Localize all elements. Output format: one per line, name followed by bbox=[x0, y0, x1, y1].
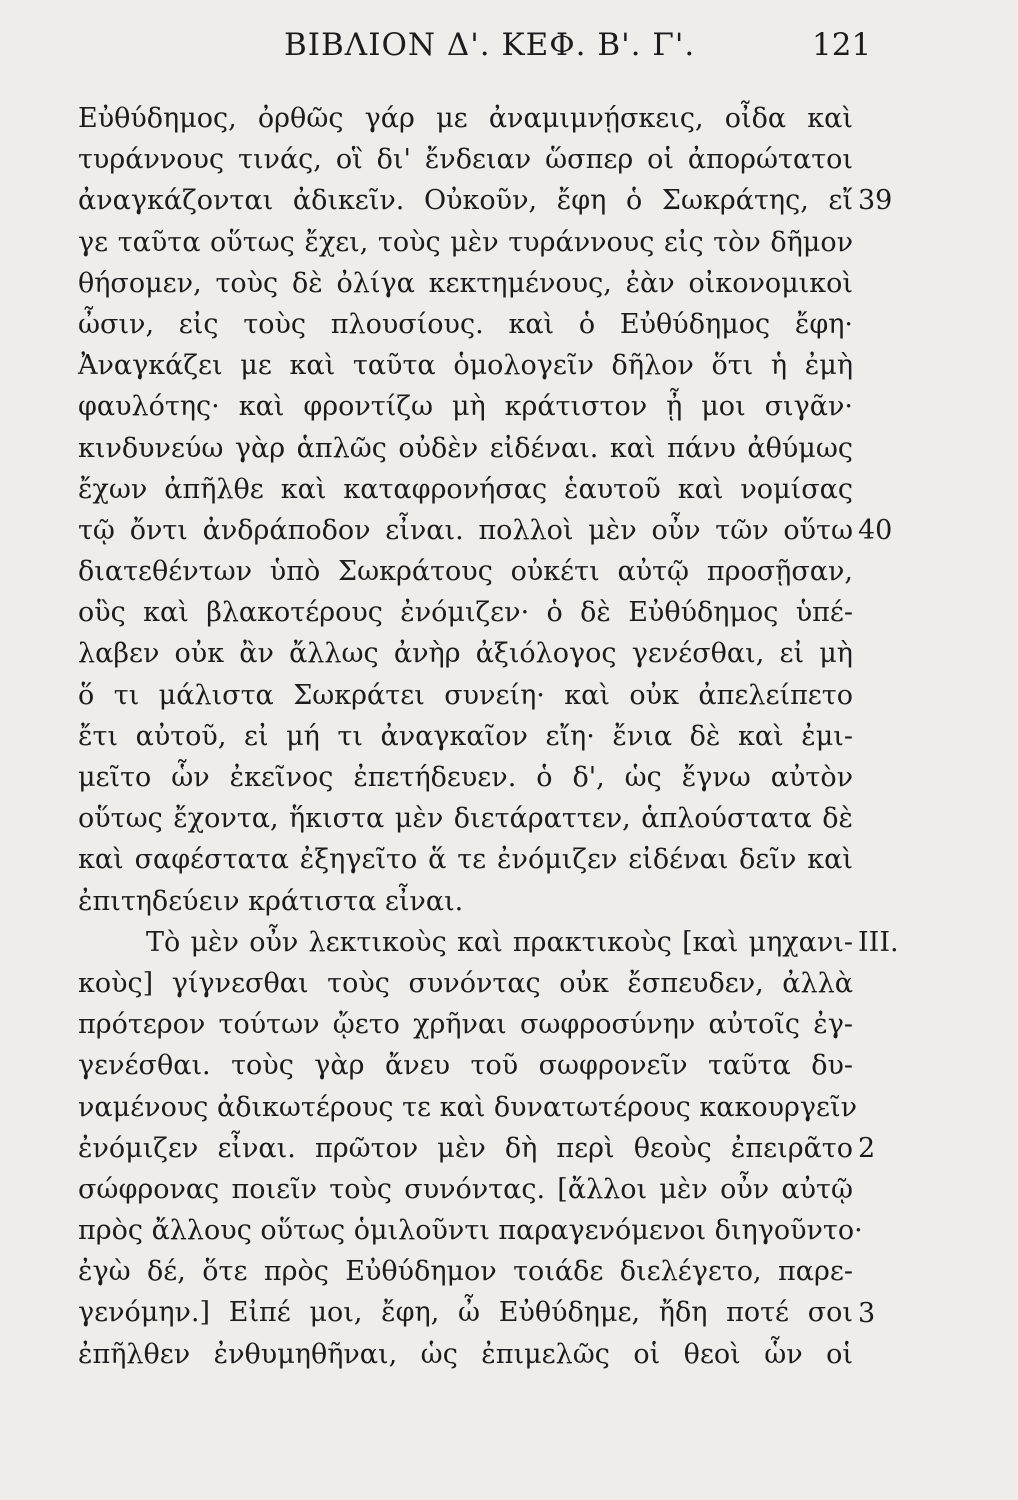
paragraph-start-line: Τὸ μὲν οὖν λεκτικοὺς καὶ πρακτικοὺς [καὶ μηχανι- bbox=[146, 926, 853, 958]
text-line: πρότερον τούτων ᾤετο χρῆναι σωφροσύνην αὐτοῖς ἐγ- bbox=[78, 1009, 853, 1041]
section-number: 40 bbox=[858, 515, 893, 546]
text-line: Ἀναγκάζει με καὶ ταῦτα ὁμολογεῖν δῆλον ὅτι ἡ ἐμὴ bbox=[78, 350, 853, 382]
text-line: διατεθέντων ὑπὸ Σωκράτους οὐκέτι αὐτῷ προσῇσαν, bbox=[78, 556, 853, 588]
text-line: οὕτως ἔχοντα, ἥκιστα μὲν διετάραττεν, ἁπλούστατα δὲ bbox=[78, 803, 853, 835]
text-line: θήσομεν, τοὺς δὲ ὀλίγα κεκτημένους, ἐὰν οἰκονομικοὶ bbox=[78, 267, 853, 299]
text-line: γε ταῦτα οὕτως ἔχει, τοὺς μὲν τυράννους εἰς τὸν δῆμον bbox=[78, 226, 853, 258]
text-line: τυράννους τινάς, οἳ δι' ἔνδειαν ὥσπερ οἱ ἀπορώτατοι bbox=[78, 144, 853, 176]
text-line: λαβεν οὐκ ἂν ἄλλως ἀνὴρ ἀξιόλογος γενέσθαι, εἰ μὴ bbox=[78, 638, 853, 670]
text-line: γενόμην.] Εἰπέ μοι, ἔφη, ὦ Εὐθύδημε, ἤδη ποτέ σοι bbox=[78, 1297, 853, 1329]
text-line: καὶ σαφέστατα ἐξηγεῖτο ἅ τε ἐνόμιζεν εἰδέναι δεῖν καὶ bbox=[78, 844, 853, 876]
text-line: ἐγὼ δέ, ὅτε πρὸς Εὐθύδημον τοιάδε διελέγετο, παρε- bbox=[78, 1256, 853, 1288]
text-line: ἐπῆλθεν ἐνθυμηθῆναι, ὡς ἐπιμελῶς οἱ θεοὶ ὧν οἱ bbox=[78, 1338, 853, 1370]
text-line: τῷ ὄντι ἀνδράποδον εἶναι. πολλοὶ μὲν οὖν τῶν οὕτω bbox=[78, 514, 853, 546]
running-head bbox=[0, 20, 1018, 70]
text-line: γενέσθαι. τοὺς γὰρ ἄνευ τοῦ σωφρονεῖν ταῦτα δυ- bbox=[78, 1050, 853, 1082]
body-text bbox=[78, 98, 863, 1375]
text-line: πρὸς ἄλλους οὕτως ὁμιλοῦντι παραγενόμενοι διηγοῦντο· bbox=[78, 1215, 863, 1247]
text-line: φαυλότης· καὶ φροντίζω μὴ κράτιστον ᾖ μοι σιγᾶν· bbox=[78, 391, 853, 423]
text-line: κοὺς] γίγνεσθαι τοὺς συνόντας οὐκ ἔσπευδεν, ἀλλὰ bbox=[78, 967, 853, 999]
section-number: 3 bbox=[858, 1297, 876, 1329]
text-line: μεῖτο ὧν ἐκεῖνος ἐπετήδευεν. ὁ δ', ὡς ἔγνω αὐτὸν bbox=[78, 762, 853, 793]
text-line: ναμένους ἀδικωτέρους τε καὶ δυνατωτέρους κακουργεῖν bbox=[78, 1091, 857, 1123]
text-line: ἐνόμιζεν εἶναι. πρῶτον μὲν δὴ περὶ θεοὺς ἐπειρᾶτο bbox=[78, 1132, 853, 1164]
text-line: Εὐθύδημος, ὀρθῶς γάρ με ἀναμιμνῄσκεις, οἶδα καὶ bbox=[78, 103, 853, 134]
text-line: ἐπιτηδεύειν κράτιστα εἶναι. bbox=[78, 885, 464, 917]
text-line: κινδυνεύω γὰρ ἁπλῶς οὐδὲν εἰδέναι. καὶ πάνυ ἀθύμως bbox=[78, 432, 853, 464]
text-line: οὓς καὶ βλακοτέρους ἐνόμιζεν· ὁ δὲ Εὐθύδημος ὑπέ- bbox=[78, 597, 853, 629]
running-title: ΒΙΒΛΙΟΝ Δ'. ΚΕΦ. Β'. Γ'. bbox=[284, 27, 696, 63]
text-line: ὦσιν, εἰς τοὺς πλουσίους. καὶ ὁ Εὐθύδημος ἔφη· bbox=[78, 308, 853, 340]
text-line: ἔχων ἀπῆλθε καὶ καταφρονήσας ἑαυτοῦ καὶ νομίσας bbox=[78, 473, 853, 505]
text-line: ἀναγκάζονται ἀδικεῖν. Οὐκοῦν, ἔφη ὁ Σωκράτης, εἴ bbox=[78, 185, 853, 217]
text-line: σώφρονας ποιεῖν τοὺς συνόντας. [ἄλλοι μὲν οὖν αὐτῷ bbox=[78, 1173, 853, 1205]
section-number: 39 bbox=[858, 185, 893, 217]
text-line: ὅ τι μάλιστα Σωκράτει συνείη· καὶ οὐκ ἀπελείπετο bbox=[78, 679, 853, 711]
chapter-number: III. bbox=[858, 927, 899, 958]
section-number: 2 bbox=[858, 1133, 876, 1164]
text-line: ἔτι αὐτοῦ, εἰ μή τι ἀναγκαῖον εἴη· ἔνια δὲ καὶ ἐμι- bbox=[78, 720, 853, 752]
page-number: 121 bbox=[812, 27, 872, 63]
